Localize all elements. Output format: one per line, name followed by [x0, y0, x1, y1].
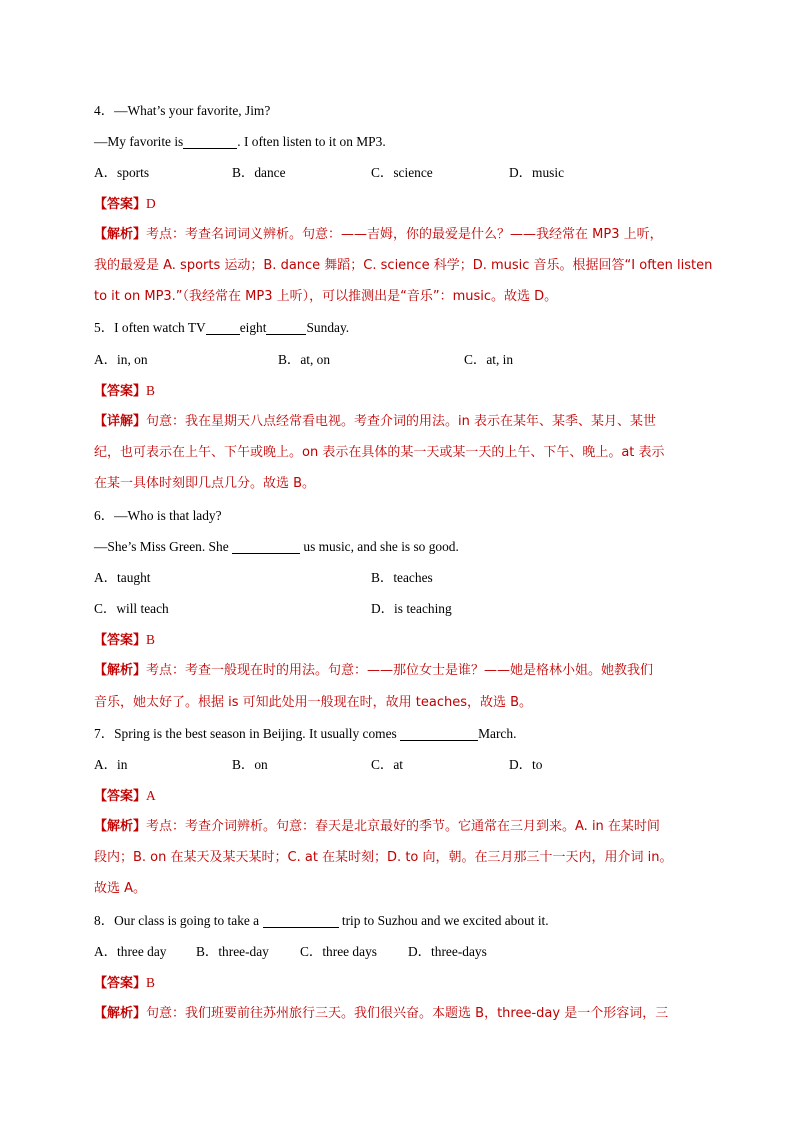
- q8-answer-value: B: [146, 975, 155, 990]
- q6-analysis-line: 音乐，她太好了。根据 is 可知此处用一般现在时，故用 teaches，故选 B。: [94, 695, 533, 710]
- q4-option-c: C．science: [371, 165, 433, 180]
- q5-analysis-line: 【详解】句意：我在星期天八点经常看电视。考查介词的用法。in 表示在某年、某季、某月、某世: [94, 414, 656, 429]
- q6-analysis-line: 【解析】考点：考查一般现在时的用法。句意：——那位女士是谁？——她是格林小姐。她教我们: [94, 663, 654, 678]
- q8-blank: [263, 913, 339, 928]
- q6-number: 6．: [94, 508, 115, 523]
- q7-stem: 7．Spring is the best season in Beijing. It usually comes March.: [94, 726, 517, 741]
- analysis-tag: 【详解】: [94, 414, 147, 429]
- q5-blank: [206, 320, 240, 335]
- q5-option-a: A．in, on: [94, 352, 148, 367]
- answer-tag: 【答案】: [94, 976, 147, 991]
- q6-line2: —She’s Miss Green. She us music, and she is so good.: [94, 539, 459, 554]
- q7-analysis-line: 段内；B. on 在某天及某天某时；C. at 在某时刻；D. to 向，朝。在三月那三十一天内，用介词 in。: [94, 850, 673, 865]
- q6-option-a: A．taught: [94, 570, 151, 585]
- q7-answer-value: A: [146, 788, 156, 803]
- analysis-tag: 【解析】: [94, 1006, 147, 1021]
- q5-analysis-line: 纪，也可表示在上午、下午或晚上。on 表示在具体的某一天或某一天的上午、下午、晚上。at 表示: [94, 445, 665, 460]
- q4-analysis-line: to it on MP3.”（我经常在 MP3 上听），可以推测出是“音乐”：music。故选 D。: [94, 289, 558, 304]
- q8-option-b: B．three-day: [196, 944, 269, 959]
- q6-answer-value: B: [146, 632, 155, 647]
- q7-analysis-line: 【解析】考点：考查介词辨析。句意：春天是北京最好的季节。它通常在三月到来。A. in 在某时间: [94, 819, 660, 834]
- q4-option-a: A．sports: [94, 165, 150, 180]
- q4-stem: [94, 101, 700, 121]
- q5-blank: [266, 320, 306, 335]
- q8-number: 8．: [94, 913, 115, 928]
- answer-tag: 【答案】: [94, 789, 147, 804]
- q7-option-b: B．on: [232, 757, 268, 772]
- q4-answer-value: D: [146, 196, 156, 211]
- q6-option-c: C．will teach: [94, 601, 169, 616]
- q8-option-c: C．three days: [300, 944, 377, 959]
- q7-option-a: A．in: [94, 757, 128, 772]
- q4-line2: —My favorite is . I often listen to it on MP3.: [94, 134, 386, 149]
- q5-number: 5．: [94, 320, 115, 335]
- q4-number: 4．: [94, 103, 115, 118]
- q5-option-b: B．at, on: [278, 352, 331, 367]
- q6-blank: [232, 539, 300, 554]
- q5-analysis-line: 在某一具体时刻即几点几分。故选 B。: [94, 476, 316, 491]
- q4-answer: [94, 194, 700, 215]
- q4-line1: —What’s your favorite, Jim?: [114, 103, 271, 118]
- q4-blank: [183, 134, 237, 149]
- q8-stem: 8．Our class is going to take a trip to Suzhou and we excited about it.: [94, 913, 549, 928]
- q5-stem: 5．I often watch TV eight Sunday.: [94, 320, 350, 335]
- q7-option-c: C．at: [371, 757, 403, 772]
- analysis-tag: 【解析】: [94, 819, 147, 834]
- answer-tag: 【答案】: [94, 384, 147, 399]
- q6-stem: [94, 506, 700, 526]
- q7-answer: [94, 786, 700, 807]
- q7-number: 7．: [94, 726, 115, 741]
- analysis-tag: 【解析】: [94, 663, 147, 678]
- q8-analysis-line: 【解析】句意：我们班要前往苏州旅行三天。我们很兴奋。本题选 B，three-day 是一个形容词，三: [94, 1006, 669, 1021]
- q7-blank: [400, 726, 478, 741]
- q4-analysis-line: 【解析】考点：考查名词词义辨析。句意：——吉姆，你的最爱是什么？——我经常在 MP3 上听，: [94, 227, 663, 242]
- q5-answer: [94, 381, 700, 402]
- answer-tag: 【答案】: [94, 633, 147, 648]
- q7-analysis-line: 故选 A。: [94, 881, 147, 896]
- q4-option-b: B．dance: [232, 165, 286, 180]
- answer-tag: 【答案】: [94, 197, 147, 212]
- q5-option-c: C．at, in: [464, 352, 514, 367]
- q6-line1: —Who is that lady?: [114, 508, 222, 523]
- q8-answer: [94, 973, 700, 994]
- q4-option-d: D．music: [509, 165, 565, 180]
- q7-option-d: D．to: [509, 757, 543, 772]
- analysis-tag: 【解析】: [94, 227, 147, 242]
- q6-answer: [94, 630, 700, 651]
- q5-answer-value: B: [146, 383, 155, 398]
- q4-analysis-line: 我的最爱是 A. sports 运动；B. dance 舞蹈；C. science 科学；D. music 音乐。根据回答“I often listen: [94, 258, 713, 273]
- q6-option-d: D．is teaching: [371, 601, 452, 616]
- q6-option-b: B．teaches: [371, 570, 433, 585]
- q8-option-d: D．three-days: [408, 944, 487, 959]
- q8-option-a: A．three day: [94, 944, 167, 959]
